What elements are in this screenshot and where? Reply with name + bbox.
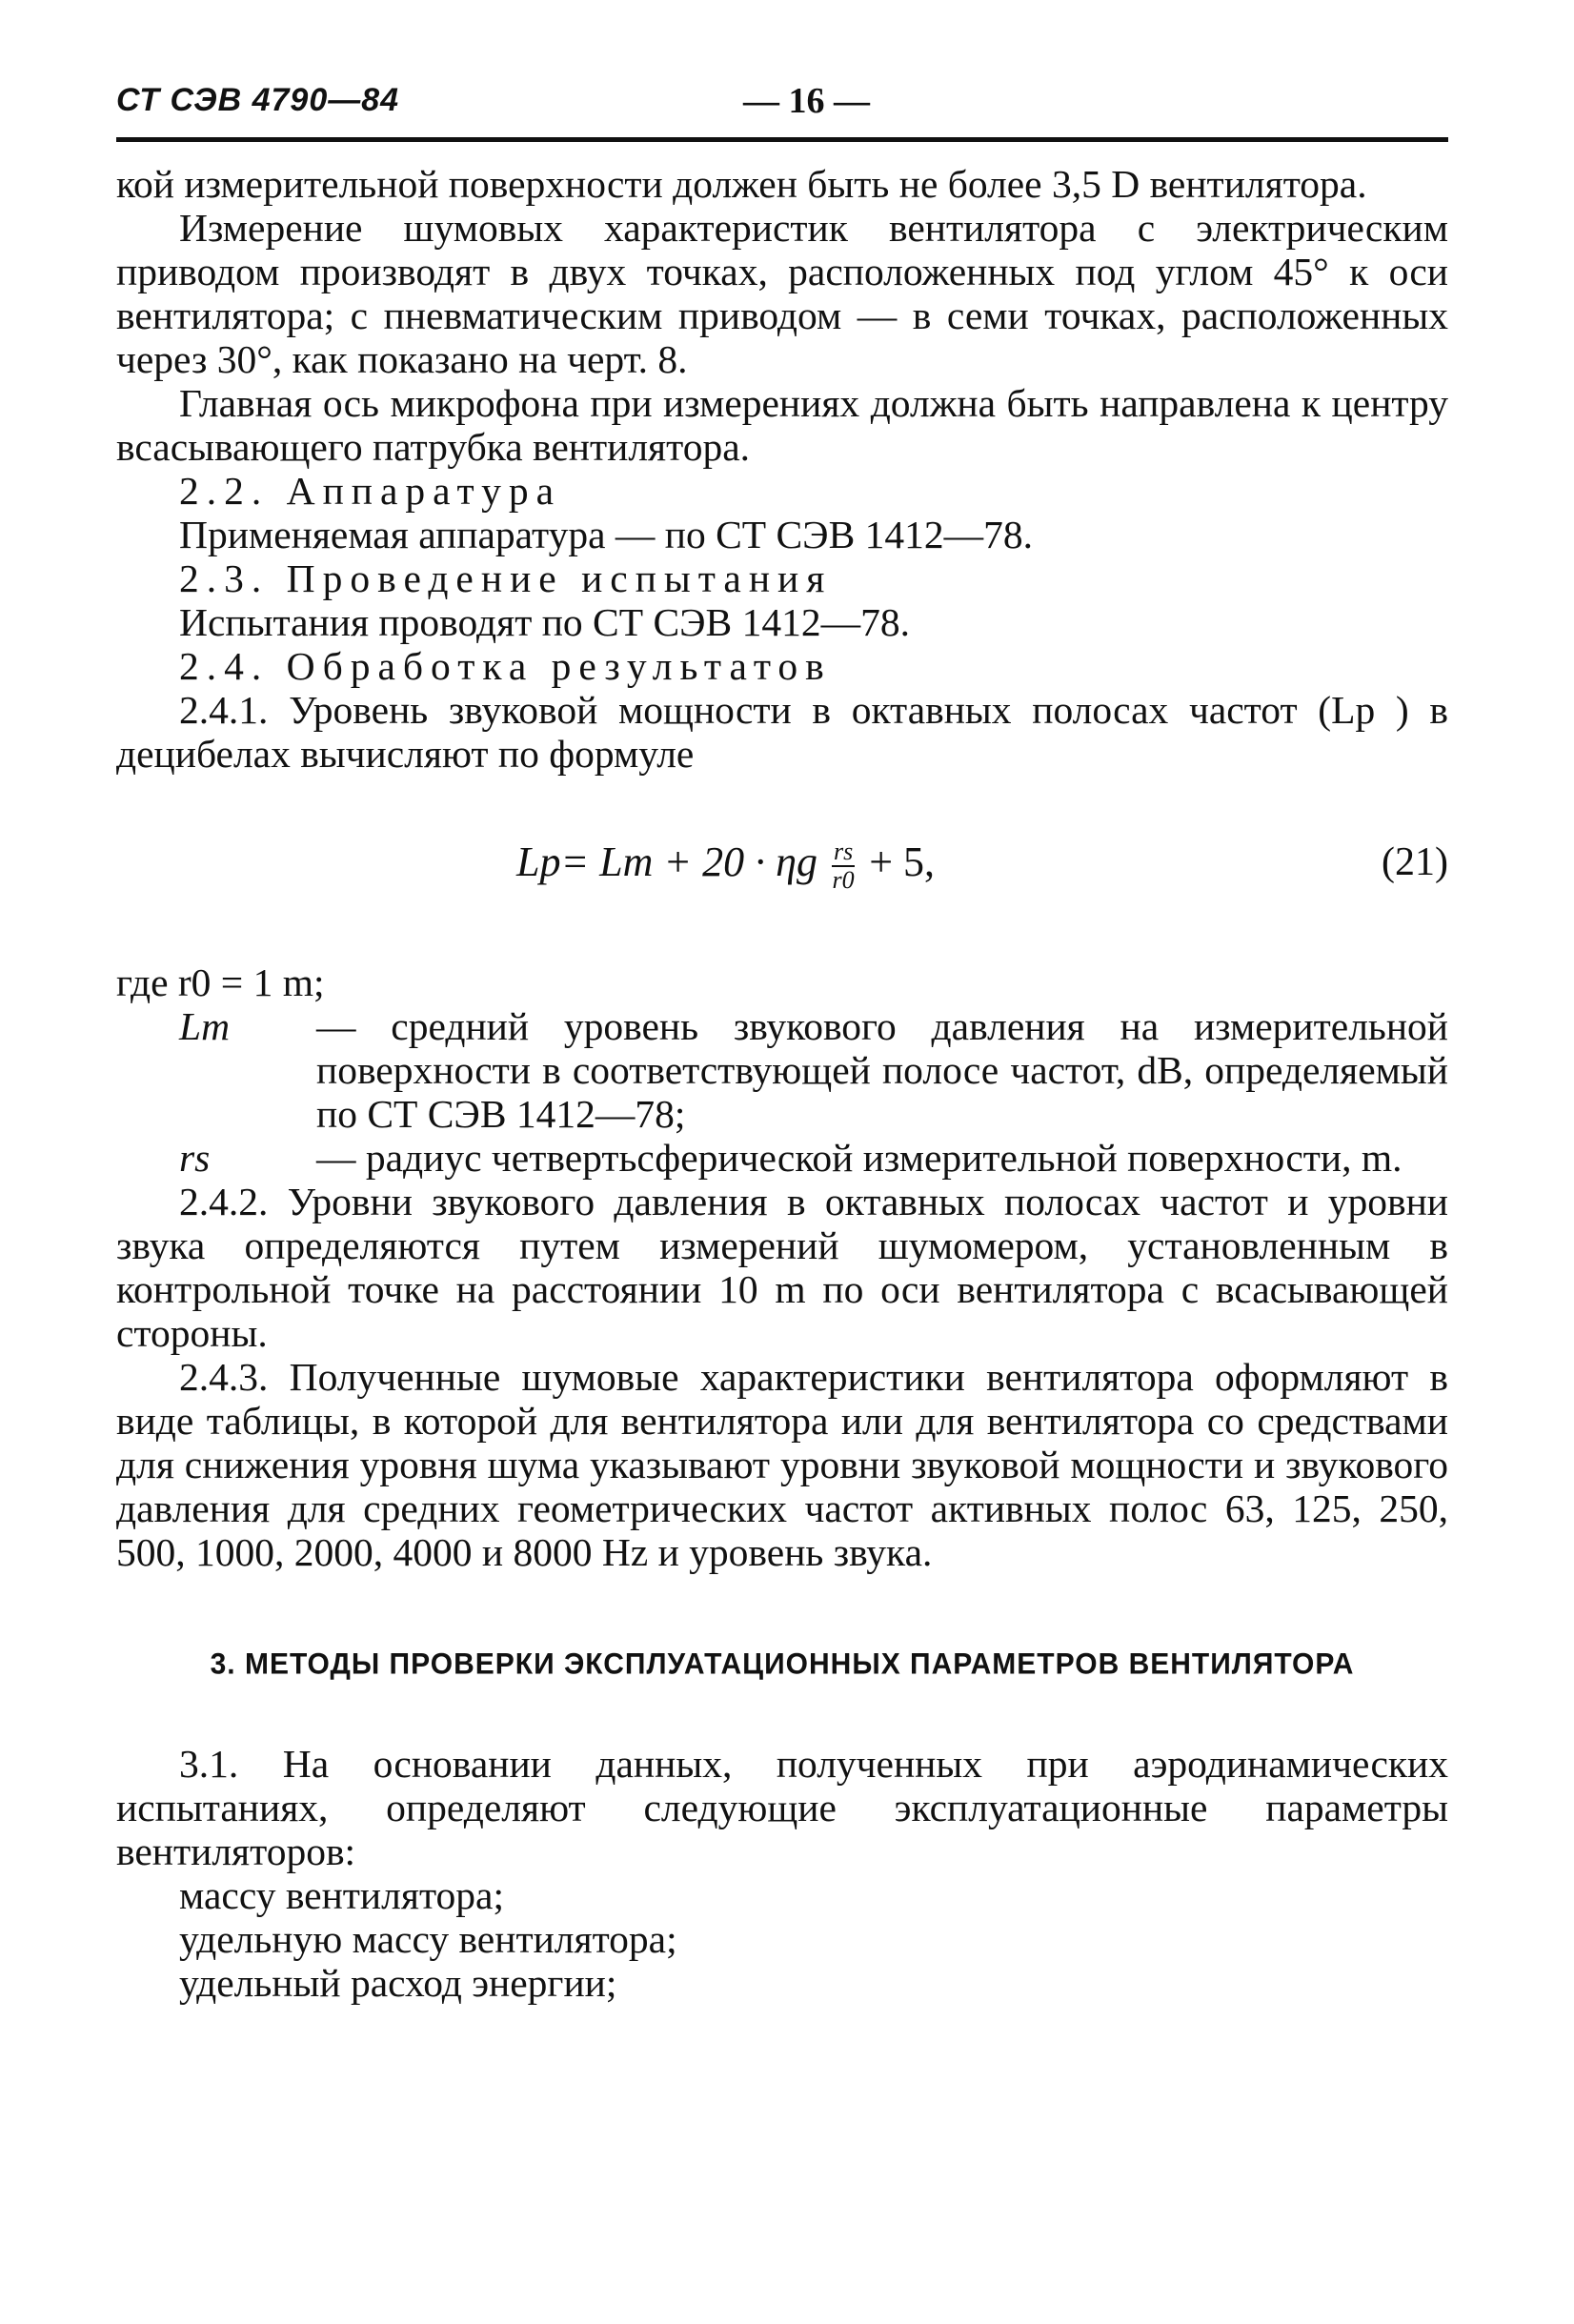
- legend-where: где r0 = 1 m;: [116, 960, 325, 1004]
- section-3-title: [116, 1643, 1448, 1687]
- heading-2-4: 2.4. Обработка результатов: [179, 644, 832, 688]
- paragraph-2-4-1: 2.4.1. Уровень звуковой мощности в октавных полосах частот (Lp ) в децибелах вычисляют по формуле: [116, 688, 1448, 776]
- list-item: массу вентилятора;: [179, 1873, 504, 1917]
- paragraph-2-2: Применяемая аппаратура — по СТ СЭВ 1412—78.: [179, 513, 1033, 556]
- paragraph-2-4-2: 2.4.2. Уровни звукового давления в октавных полосах частот и уровни звука определяются путем измерений шумомером, установленным в контрольной точке на расстоянии 10 m по оси вентилятора с всасывающей стороны.: [116, 1180, 1448, 1355]
- legend-definition: — радиус четвертьсферической измерительной поверхности, m.: [316, 1136, 1402, 1180]
- paragraph-2-3: Испытания проводят по СТ СЭВ 1412—78.: [179, 600, 910, 644]
- legend-item: [116, 1004, 1448, 1136]
- formula-expression: [516, 839, 935, 894]
- fraction-denominator: r0: [832, 866, 855, 894]
- paragraph-microphone-axis: Главная ось микрофона при измерениях должна быть направлена к центру всасывающего патрубка вентилятора.: [116, 381, 1448, 469]
- heading-2-3: 2.3. Проведение испытания: [179, 556, 833, 600]
- list-item: удельную массу вентилятора;: [179, 1917, 677, 1961]
- paragraph-continuation: кой измерительной поверхности должен быть не более 3,5 D вентилятора.: [116, 162, 1367, 206]
- fraction-numerator: rs: [833, 838, 854, 865]
- formula-21: [116, 835, 1448, 940]
- formula-eq: = Lm + 20 · ηg: [560, 839, 817, 886]
- legend-symbol: Lm: [179, 1004, 231, 1048]
- document-id: СТ СЭВ 4790—84: [116, 82, 400, 118]
- formula-number: (21): [1382, 840, 1448, 884]
- paragraph-2-4-3: 2.4.3. Полученные шумовые характеристики вентилятора оформляют в виде таблицы, в которой для вентилятора или для вентилятора со средствами для снижения уровня шума указывают уровни звуковой мощности и звукового давления для средних геометрических частот активных полос 63, 125, 250, 500, 1000, 2000, 4000 и 8000 Hz и уровень звука.: [116, 1355, 1448, 1574]
- legend-symbol: rs: [179, 1136, 211, 1180]
- paragraph-noise-measurement: Измерение шумовых характеристик вентилятора с электрическим приводом производят в двух точках, расположенных под углом 45° к оси вентилятора; с пневматическим приводом — в семи точках, расположенных через 30°, как показано на черт. 8.: [116, 206, 1448, 381]
- heading-2-2: 2.2. Аппаратура: [179, 469, 562, 513]
- formula-tail: + 5,: [869, 839, 936, 886]
- section-3-title-text: 3. МЕТОДЫ ПРОВЕРКИ ЭКСПЛУАТАЦИОННЫХ ПАРАМЕТРОВ ВЕНТИЛЯТОРА: [210, 1647, 1355, 1681]
- list-item: удельный расход энергии;: [179, 1961, 617, 2005]
- legend-item: [116, 1136, 1448, 1180]
- document-body: [116, 162, 1448, 2005]
- formula-lhs: Lp: [516, 839, 561, 886]
- header-rule: [116, 137, 1448, 142]
- page-number: — 16 —: [743, 81, 870, 121]
- paragraph-3-1: 3.1. На основании данных, полученных при аэродинамических испытаниях, определяют следующие эксплуатационные параметры вентиляторов:: [116, 1742, 1448, 1873]
- legend-definition: — средний уровень звукового давления на измерительной поверхности в соответствующей полосе частот, dB, определяемый по СТ СЭВ 1412—78;: [316, 1004, 1448, 1136]
- formula-fraction: [832, 839, 855, 894]
